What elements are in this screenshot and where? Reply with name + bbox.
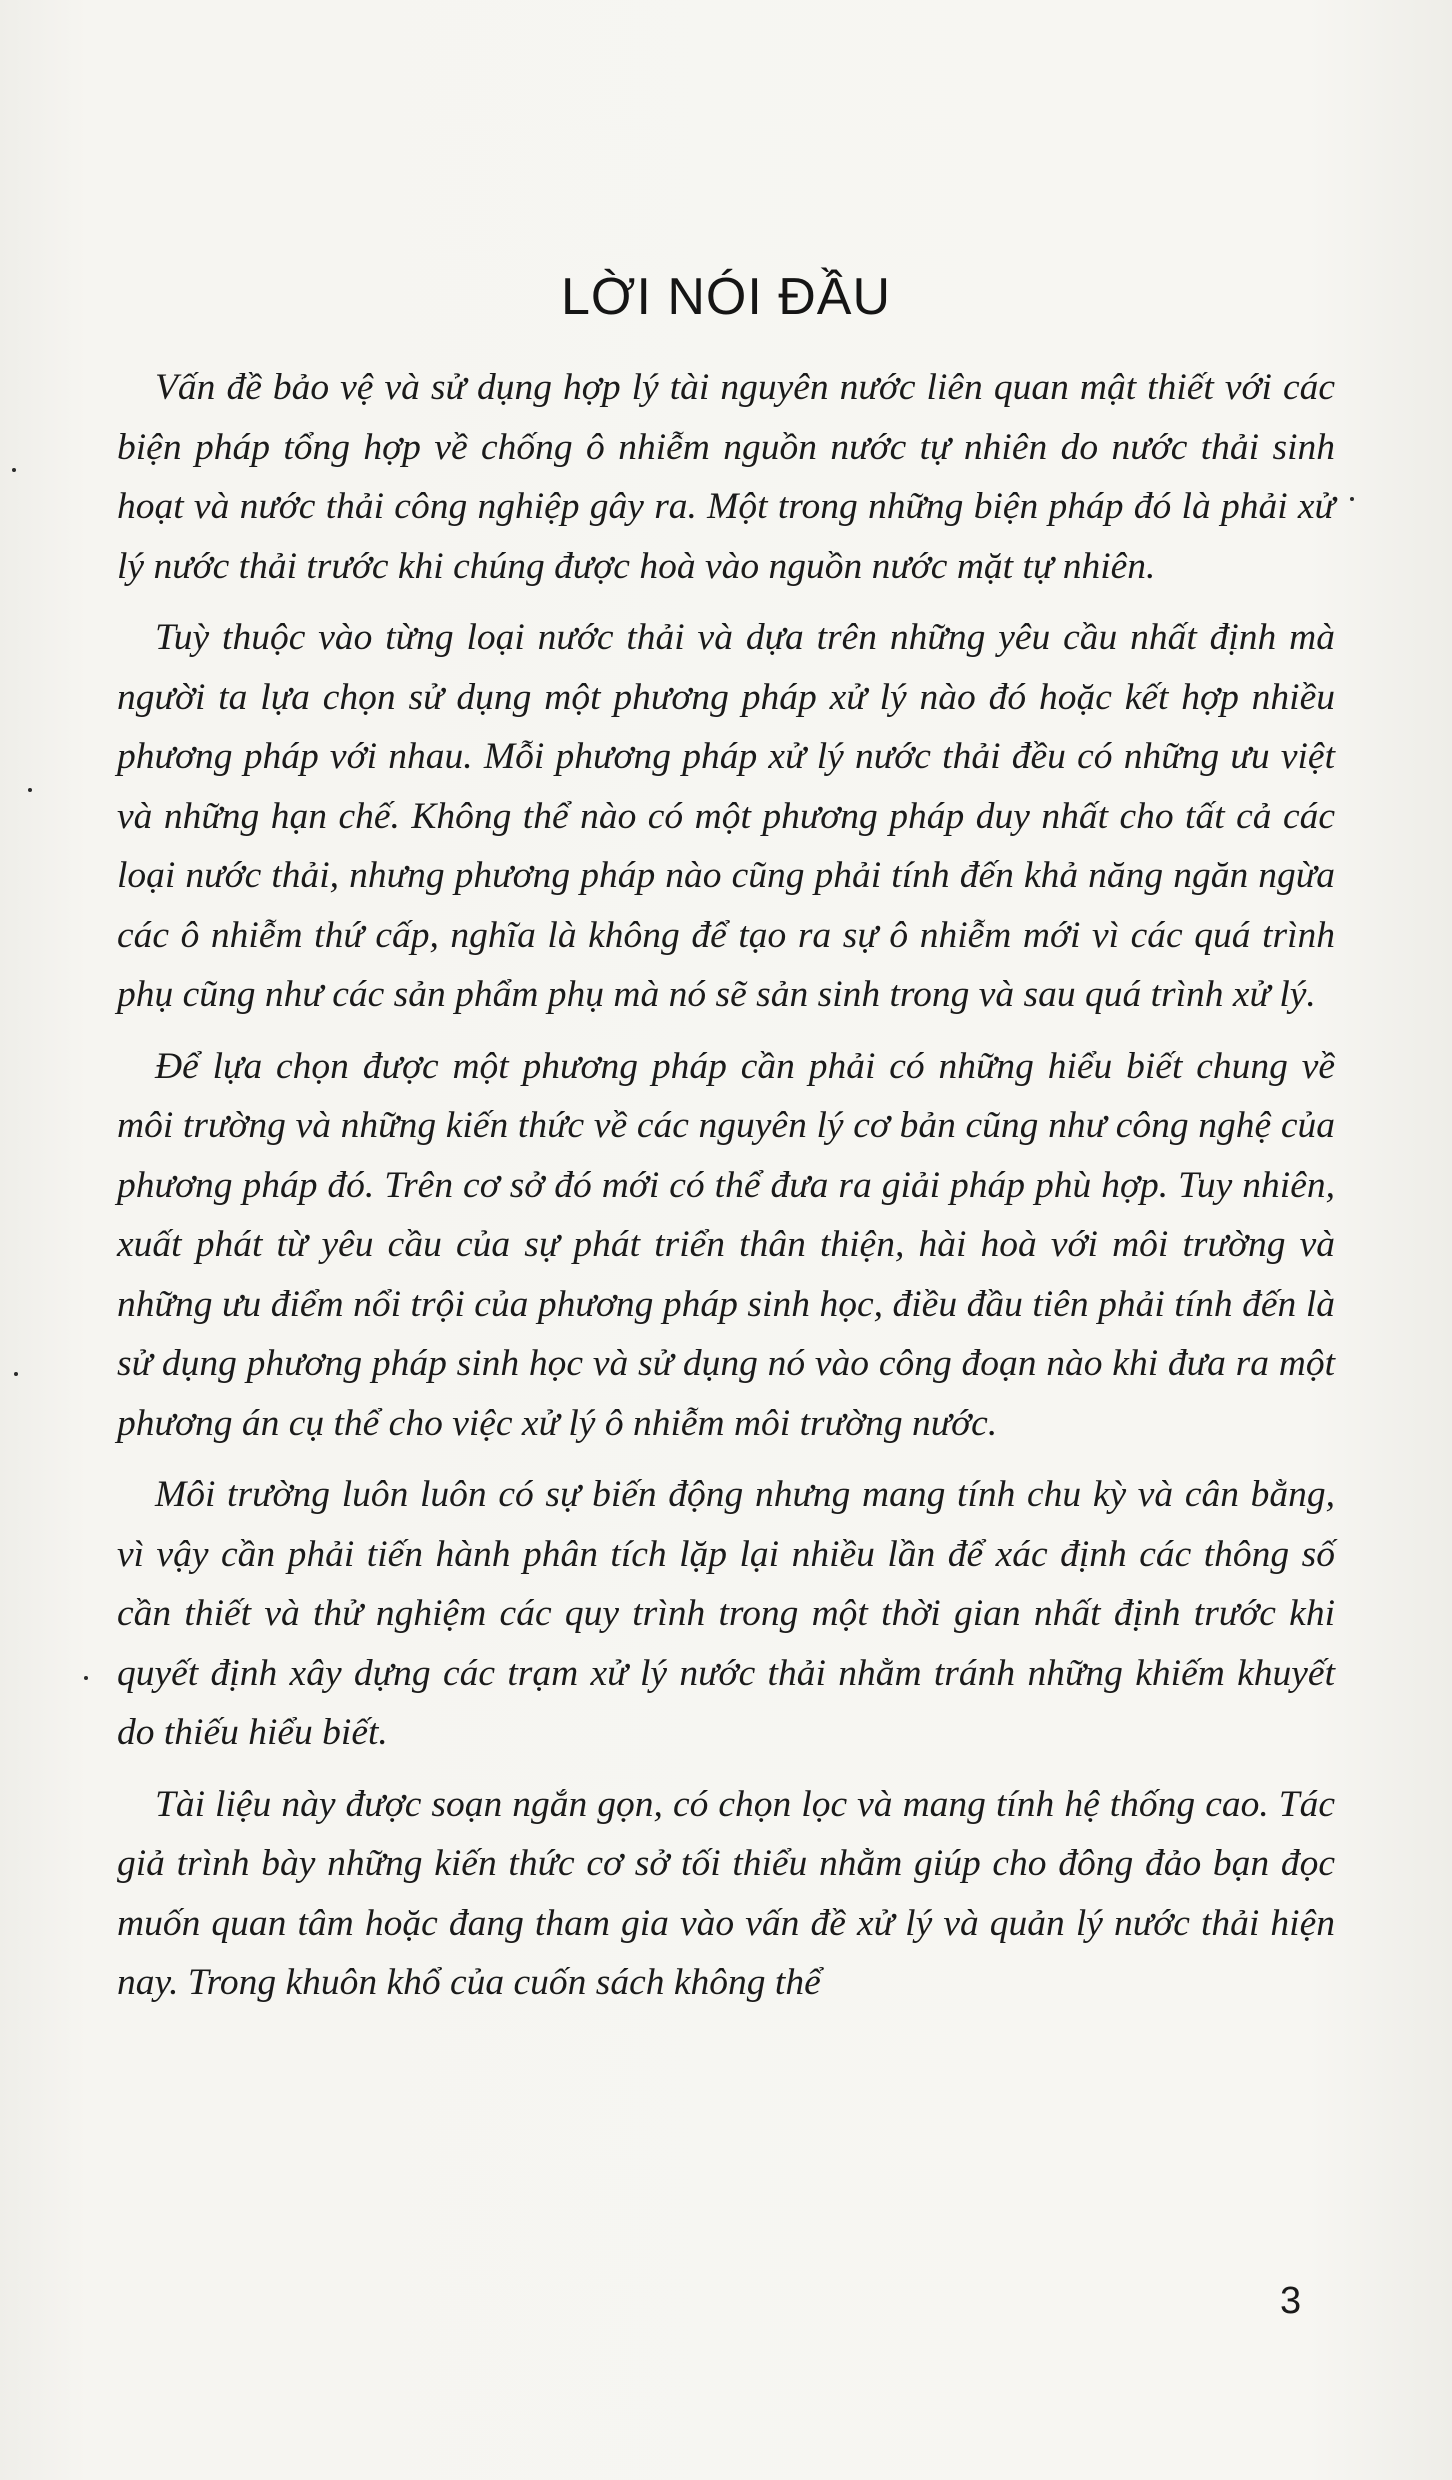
paragraph-4: Môi trường luôn luôn có sự biến động nhưng mang tính chu kỳ và cân bằng, vì vậy cần phải tiến hành phân tích lặp lại nhiều lần để xác định các thông số cần thiết và thử nghiệm các quy trình trong một thời gian nhất định trước khi quyết định xây dựng các trạm xử lý nước thải nhằm tránh những khiếm khuyết do thiếu hiểu biết. (117, 1474, 1335, 1753)
print-speck (14, 1372, 18, 1376)
print-speck (84, 1676, 88, 1680)
paragraph-2: Tuỳ thuộc vào từng loại nước thải và dựa trên những yêu cầu nhất định mà người ta lựa chọn sử dụng một phương pháp xử lý nào đó hoặc kết hợp nhiều phương pháp với nhau. Mỗi phương pháp xử lý nước thải đều có những ưu việt và những hạn chế. Không thể nào có một phương pháp duy nhất cho tất cả các loại nước thải, nhưng phương pháp nào cũng phải tính đến khả năng ngăn ngừa các ô nhiễm thứ cấp, nghĩa là không để tạo ra sự ô nhiễm mới vì các quá trình phụ cũng như các sản phẩm phụ mà nó sẽ sản sinh trong và sau quá trình xử lý. (117, 617, 1335, 1015)
page-title: LỜI NÓI ĐẦU (560, 267, 892, 326)
print-speck (12, 468, 16, 472)
paragraph-5: Tài liệu này được soạn ngắn gọn, có chọn lọc và mang tính hệ thống cao. Tác giả trình bày những kiến thức cơ sở tối thiểu nhằm giúp cho đông đảo bạn đọc muốn quan tâm hoặc đang tham gia vào vấn đề xử lý và quản lý nước thải hiện nay. Trong khuôn khổ của cuốn sách không thể (117, 1783, 1335, 2003)
paragraph-1: Vấn đề bảo vệ và sử dụng hợp lý tài nguyên nước liên quan mật thiết với các biện pháp tổng hợp về chống ô nhiễm nguồn nước tự nhiên do nước thải sinh hoạt và nước thải công nghiệp gây ra. Một trong những biện pháp đó là phải xử lý nước thải trước khi chúng được hoà vào nguồn nước mặt tự nhiên. (117, 367, 1335, 587)
print-speck (28, 788, 32, 792)
page-number: 3 (1280, 2280, 1302, 2322)
print-speck (1350, 497, 1354, 501)
body-text (117, 358, 1335, 2025)
paragraph-3: Để lựa chọn được một phương pháp cần phải có những hiểu biết chung về môi trường và những kiến thức về các nguyên lý cơ bản cũng như công nghệ của phương pháp đó. Trên cơ sở đó mới có thể đưa ra giải pháp phù hợp. Tuy nhiên, xuất phát từ yêu cầu của sự phát triển thân thiện, hài hoà với môi trường và những ưu điểm nổi trội của phương pháp sinh học, điều đầu tiên phải tính đến là sử dụng phương pháp sinh học và sử dụng nó vào công đoạn nào khi đưa ra một phương án cụ thể cho việc xử lý ô nhiễm môi trường nước. (117, 1045, 1335, 1444)
